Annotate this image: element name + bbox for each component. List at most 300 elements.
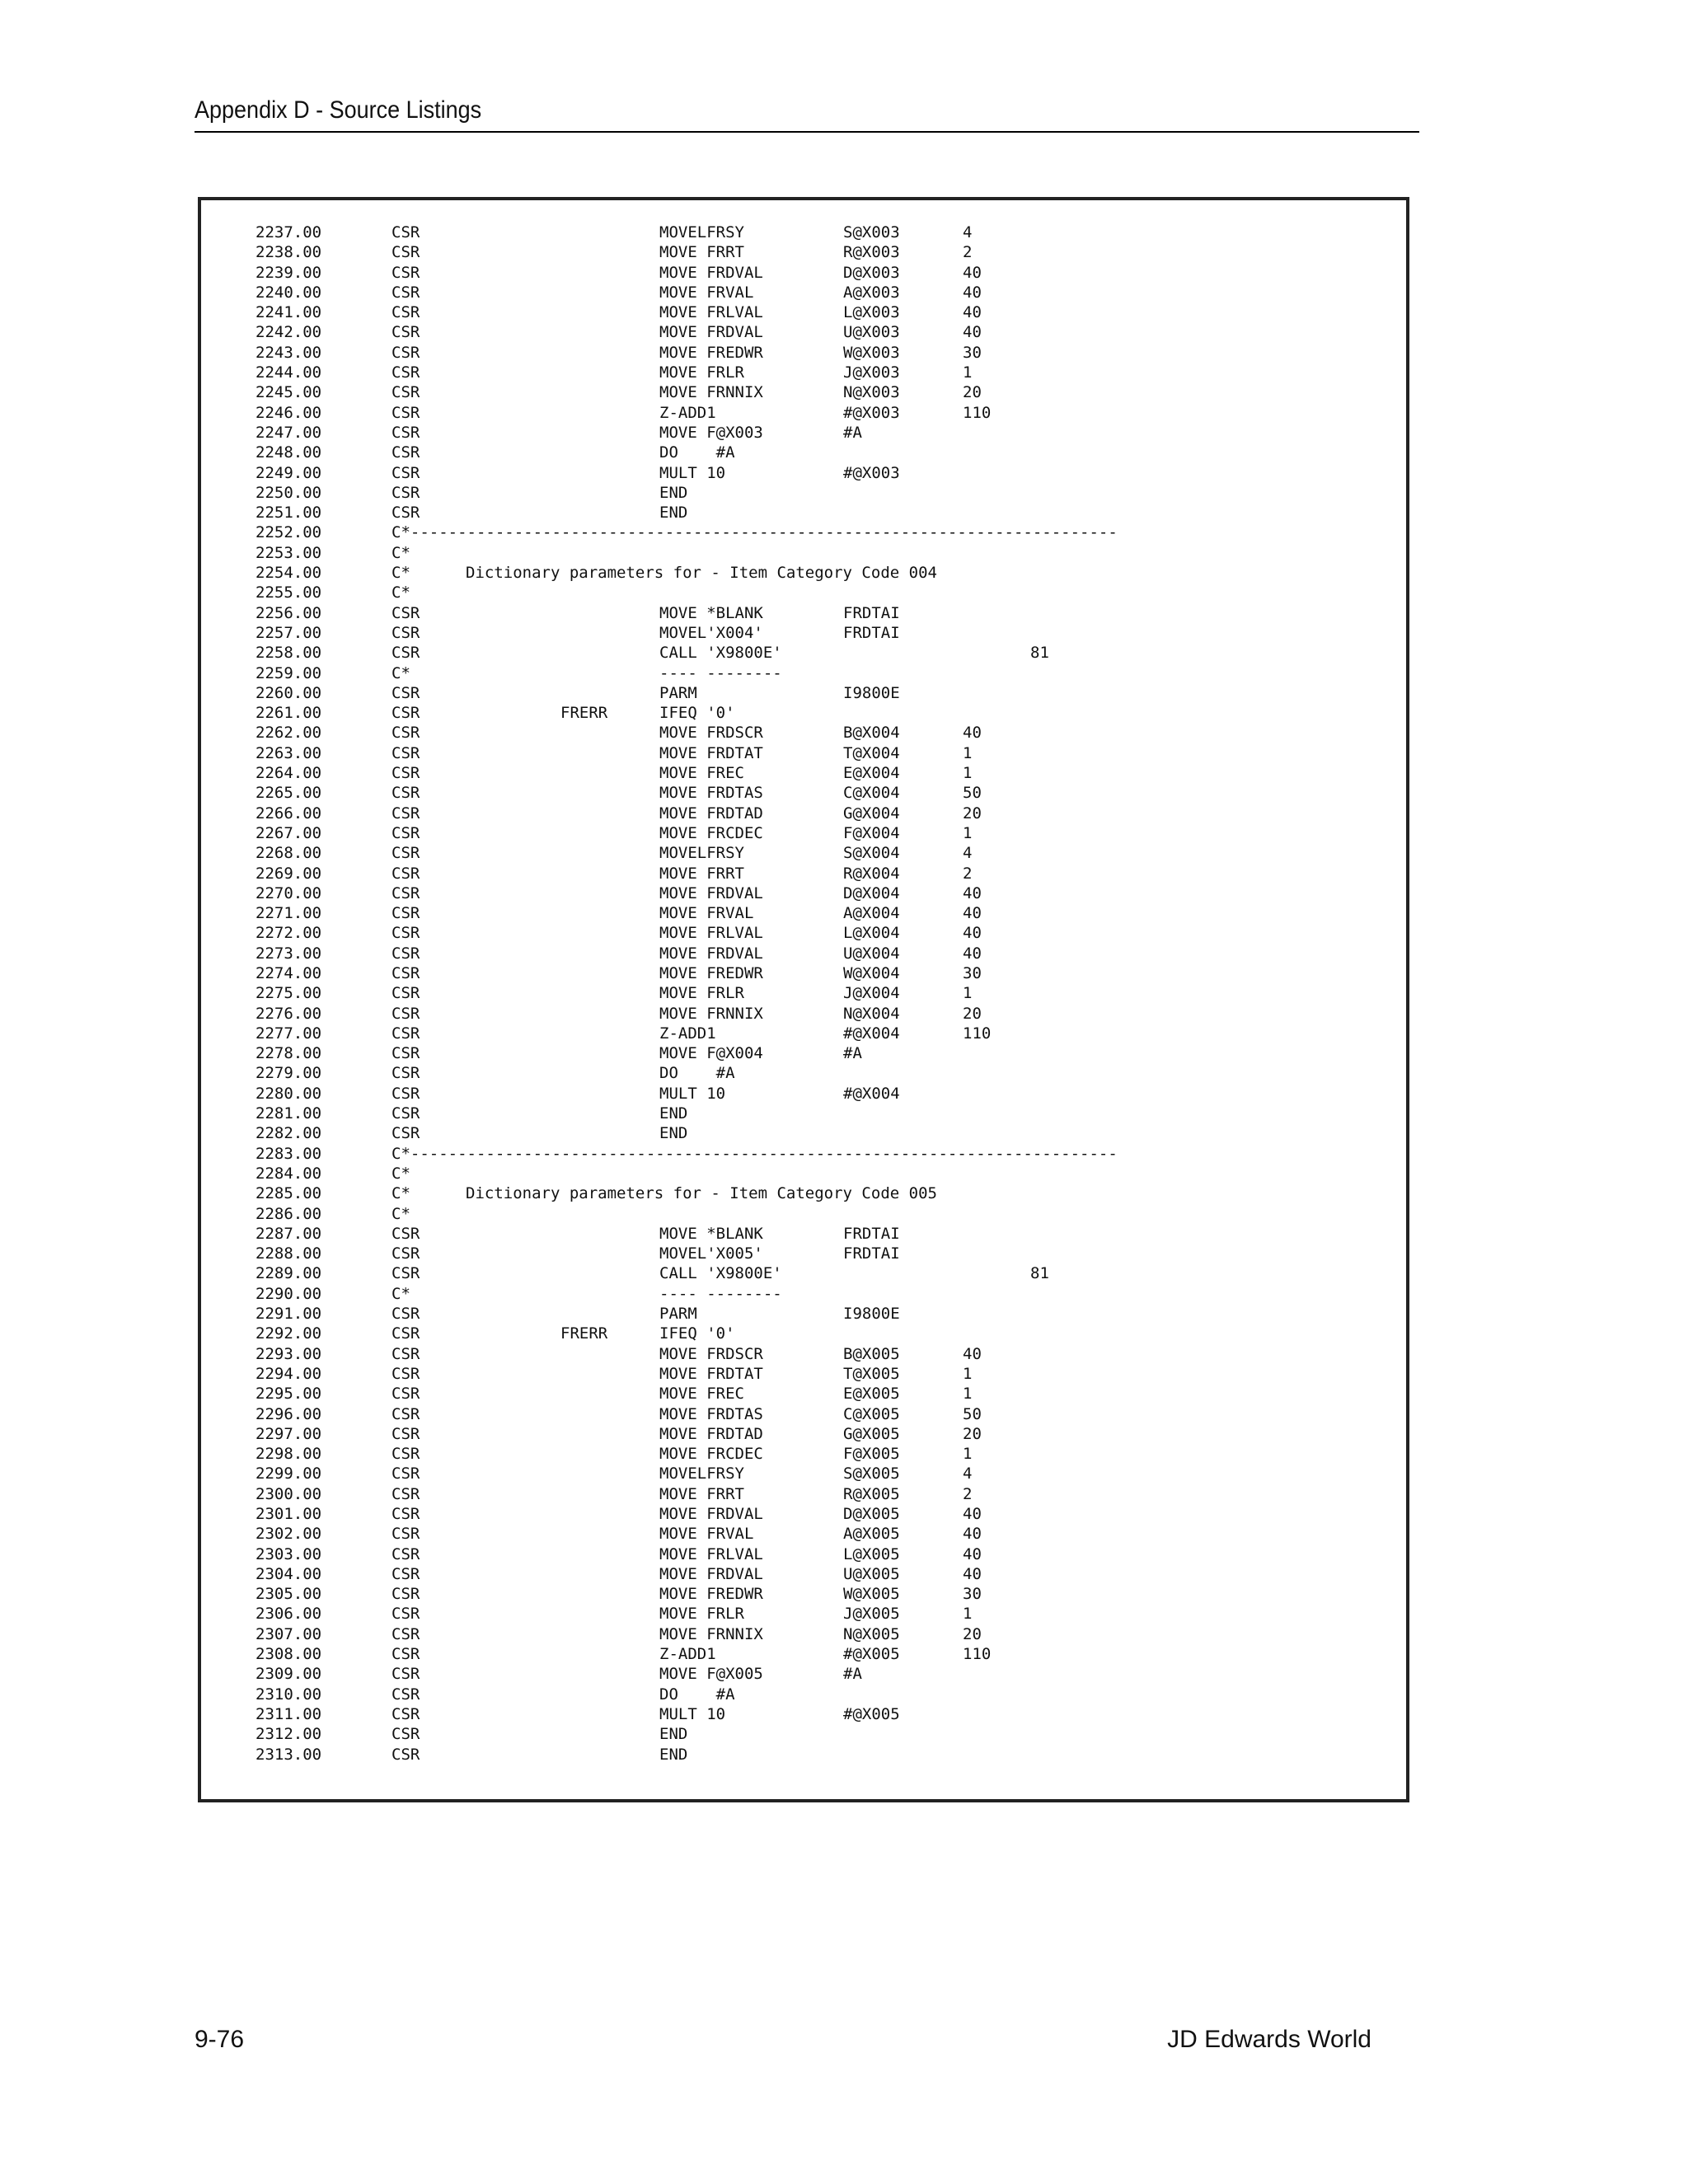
- line-result: L@X005: [843, 1544, 900, 1563]
- line-spec-type: CSR: [392, 1624, 420, 1643]
- line-length: 40: [963, 724, 982, 743]
- line-result: J@X004: [843, 984, 900, 1003]
- line-sequence: 2256.00: [256, 603, 322, 622]
- line-result: W@X004: [843, 963, 900, 982]
- line-spec-type: CSR: [392, 504, 420, 523]
- line-spec-type: C*: [392, 1204, 410, 1223]
- line-sequence: 2240.00: [256, 283, 322, 302]
- line-operation: MOVE FREDWR: [659, 1585, 763, 1604]
- line-result: #@X005: [843, 1704, 900, 1723]
- line-result: N@X003: [843, 383, 900, 402]
- line-spec-type: CSR: [392, 784, 420, 803]
- line-length: 40: [963, 1564, 982, 1583]
- line-operation: MOVE FREDWR: [659, 963, 763, 982]
- line-length: 40: [963, 944, 982, 963]
- line-sequence: 2245.00: [256, 383, 322, 402]
- line-operation: MOVE FRLR: [659, 1605, 744, 1624]
- line-sequence: 2299.00: [256, 1465, 322, 1483]
- line-sequence: 2244.00: [256, 363, 322, 382]
- line-operation: MOVE *BLANK: [659, 1224, 763, 1243]
- line-length: 1: [963, 743, 973, 762]
- line-result: F@X004: [843, 823, 900, 842]
- line-result: B@X004: [843, 724, 900, 743]
- line-result: #@X003: [843, 403, 900, 422]
- line-sequence: 2287.00: [256, 1224, 322, 1243]
- line-result: #@X004: [843, 1024, 900, 1043]
- line-result: N@X005: [843, 1624, 900, 1643]
- line-result: I9800E: [843, 1305, 900, 1324]
- line-spec-type: C*: [392, 543, 410, 562]
- line-sequence: 2248.00: [256, 443, 322, 462]
- line-result: S@X003: [843, 223, 900, 241]
- line-spec-type: C*: [392, 1184, 410, 1203]
- line-sequence: 2285.00: [256, 1184, 322, 1203]
- line-length: 1: [963, 1605, 973, 1624]
- line-result: C@X005: [843, 1404, 900, 1423]
- line-operation: CALL 'X9800E': [659, 1264, 782, 1283]
- line-length: 20: [963, 804, 982, 823]
- line-operation: MOVE FRDTAS: [659, 1404, 763, 1423]
- line-sequence: 2281.00: [256, 1104, 322, 1123]
- line-spec-type: C*---------------------------------------------------------------------------: [392, 523, 1118, 542]
- line-sequence: 2302.00: [256, 1525, 322, 1544]
- line-spec-type: CSR: [392, 243, 420, 262]
- line-spec-type: CSR: [392, 1385, 420, 1404]
- line-sequence: 2293.00: [256, 1344, 322, 1363]
- line-spec-type: CSR: [392, 1344, 420, 1363]
- line-spec-type: CSR: [392, 603, 420, 622]
- line-sequence: 2286.00: [256, 1204, 322, 1223]
- line-operation: END: [659, 1104, 688, 1123]
- line-sequence: 2294.00: [256, 1364, 322, 1383]
- line-length: 30: [963, 1585, 982, 1604]
- line-operation: MOVE *BLANK: [659, 603, 763, 622]
- line-operation: END: [659, 483, 688, 502]
- line-spec-type: CSR: [392, 1585, 420, 1604]
- line-result: E@X005: [843, 1385, 900, 1404]
- line-sequence: 2284.00: [256, 1164, 322, 1183]
- line-indicator-hi: 81: [1030, 644, 1049, 663]
- line-spec-type: CSR: [392, 1124, 420, 1143]
- line-spec-type: CSR: [392, 1024, 420, 1043]
- line-length: 40: [963, 904, 982, 923]
- line-spec-type: CSR: [392, 1605, 420, 1624]
- line-result: W@X003: [843, 343, 900, 362]
- line-length: 30: [963, 343, 982, 362]
- line-indicator: FRERR: [560, 1324, 608, 1343]
- line-comment: Dictionary parameters for - Item Category Code 004: [466, 564, 937, 583]
- line-length: 40: [963, 1544, 982, 1563]
- line-sequence: 2237.00: [256, 223, 322, 241]
- line-result: #A: [843, 1665, 862, 1684]
- line-spec-type: CSR: [392, 1525, 420, 1544]
- line-length: 40: [963, 1505, 982, 1523]
- line-sequence: 2262.00: [256, 724, 322, 743]
- line-result: S@X004: [843, 844, 900, 863]
- line-operation: MULT 10: [659, 1704, 726, 1723]
- line-spec-type: CSR: [392, 383, 420, 402]
- line-sequence: 2265.00: [256, 784, 322, 803]
- line-operation: MOVE FRDVAL: [659, 1505, 763, 1523]
- line-sequence: 2300.00: [256, 1484, 322, 1503]
- line-operation: MOVEL'X004': [659, 623, 763, 642]
- line-length: 110: [963, 1024, 992, 1043]
- line-length: 4: [963, 223, 973, 241]
- line-operation: PARM: [659, 1305, 697, 1324]
- line-operation: MOVE F@X003: [659, 423, 763, 442]
- line-spec-type: CSR: [392, 1064, 420, 1083]
- line-spec-type: CSR: [392, 924, 420, 943]
- line-operation: MOVE FRRT: [659, 864, 744, 883]
- line-result: I9800E: [843, 683, 900, 702]
- page-number: 9-76: [195, 2026, 245, 2053]
- line-result: J@X005: [843, 1605, 900, 1624]
- line-sequence: 2242.00: [256, 323, 322, 342]
- line-spec-type: CSR: [392, 1305, 420, 1324]
- line-spec-type: CSR: [392, 904, 420, 923]
- line-length: 1: [963, 363, 973, 382]
- line-length: 20: [963, 1424, 982, 1443]
- line-sequence: 2263.00: [256, 743, 322, 762]
- line-spec-type: CSR: [392, 283, 420, 302]
- line-sequence: 2272.00: [256, 924, 322, 943]
- line-sequence: 2260.00: [256, 683, 322, 702]
- line-length: 110: [963, 403, 992, 422]
- header-rule: [195, 131, 1419, 133]
- line-sequence: 2313.00: [256, 1745, 322, 1764]
- line-sequence: 2306.00: [256, 1605, 322, 1624]
- line-sequence: 2243.00: [256, 343, 322, 362]
- line-sequence: 2259.00: [256, 663, 322, 682]
- line-operation: Z-ADD1: [659, 1645, 716, 1664]
- line-operation: MOVE FRCDEC: [659, 1445, 763, 1464]
- line-length: 2: [963, 1484, 973, 1503]
- line-sequence: 2305.00: [256, 1585, 322, 1604]
- line-sequence: 2267.00: [256, 823, 322, 842]
- line-operation: MOVE FRRT: [659, 243, 744, 262]
- line-sequence: 2261.00: [256, 704, 322, 723]
- line-spec-type: CSR: [392, 223, 420, 241]
- line-spec-type: CSR: [392, 1484, 420, 1503]
- line-sequence: 2301.00: [256, 1505, 322, 1523]
- source-listing-box: [198, 197, 1409, 1802]
- line-spec-type: CSR: [392, 1004, 420, 1023]
- line-length: 1: [963, 1445, 973, 1464]
- line-result: R@X003: [843, 243, 900, 262]
- line-sequence: 2289.00: [256, 1264, 322, 1283]
- line-operation: MOVE FRRT: [659, 1484, 744, 1503]
- line-sequence: 2238.00: [256, 243, 322, 262]
- line-spec-type: CSR: [392, 644, 420, 663]
- line-spec-type: CSR: [392, 343, 420, 362]
- line-operation: IFEQ '0': [659, 1324, 735, 1343]
- line-operation: MOVE FRDSCR: [659, 1344, 763, 1363]
- line-operation: MOVE FRLVAL: [659, 924, 763, 943]
- line-length: 1: [963, 1364, 973, 1383]
- line-operation: MOVE FRNNIX: [659, 1004, 763, 1023]
- line-length: 110: [963, 1645, 992, 1664]
- line-sequence: 2250.00: [256, 483, 322, 502]
- line-sequence: 2288.00: [256, 1244, 322, 1263]
- line-operation: MOVE FRNNIX: [659, 383, 763, 402]
- line-length: 1: [963, 823, 973, 842]
- line-result: U@X003: [843, 323, 900, 342]
- line-sequence: 2279.00: [256, 1064, 322, 1083]
- line-spec-type: CSR: [392, 1725, 420, 1744]
- line-sequence: 2296.00: [256, 1404, 322, 1423]
- line-result: D@X004: [843, 883, 900, 902]
- line-spec-type: C*: [392, 1164, 410, 1183]
- line-result: A@X004: [843, 904, 900, 923]
- line-result: #A: [843, 423, 862, 442]
- line-sequence: 2239.00: [256, 263, 322, 282]
- line-operation: MOVE FRLR: [659, 363, 744, 382]
- line-sequence: 2268.00: [256, 844, 322, 863]
- line-length: 40: [963, 883, 982, 902]
- line-result: FRDTAI: [843, 1244, 900, 1263]
- line-operation: MOVE FRDVAL: [659, 883, 763, 902]
- line-spec-type: CSR: [392, 1084, 420, 1103]
- line-operation: MOVE FRDTAD: [659, 804, 763, 823]
- line-spec-type: CSR: [392, 443, 420, 462]
- line-length: 4: [963, 844, 973, 863]
- line-length: 40: [963, 1525, 982, 1544]
- line-spec-type: CSR: [392, 883, 420, 902]
- line-sequence: 2298.00: [256, 1445, 322, 1464]
- line-sequence: 2258.00: [256, 644, 322, 663]
- line-result: F@X005: [843, 1445, 900, 1464]
- line-operation: MOVE FREC: [659, 764, 744, 783]
- line-operation: MOVE FRLVAL: [659, 1544, 763, 1563]
- line-result: U@X005: [843, 1564, 900, 1583]
- line-spec-type: CSR: [392, 1364, 420, 1383]
- line-operation: MOVE FRDTAT: [659, 743, 763, 762]
- line-operation: MOVE FRDTAD: [659, 1424, 763, 1443]
- line-result: N@X004: [843, 1004, 900, 1023]
- line-sequence: 2249.00: [256, 463, 322, 482]
- line-spec-type: CSR: [392, 1104, 420, 1123]
- line-result: J@X003: [843, 363, 900, 382]
- line-sequence: 2254.00: [256, 564, 322, 583]
- line-spec-type: CSR: [392, 303, 420, 322]
- line-length: 2: [963, 864, 973, 883]
- line-length: 2: [963, 243, 973, 262]
- line-sequence: 2253.00: [256, 543, 322, 562]
- line-operation: MOVE FRDVAL: [659, 1564, 763, 1583]
- line-spec-type: CSR: [392, 1424, 420, 1443]
- line-sequence: 2304.00: [256, 1564, 322, 1583]
- line-sequence: 2309.00: [256, 1665, 322, 1684]
- line-result: U@X004: [843, 944, 900, 963]
- line-sequence: 2266.00: [256, 804, 322, 823]
- line-operation: MOVE FREC: [659, 1385, 744, 1404]
- line-length: 50: [963, 784, 982, 803]
- line-result: B@X005: [843, 1344, 900, 1363]
- line-spec-type: CSR: [392, 804, 420, 823]
- line-sequence: 2273.00: [256, 944, 322, 963]
- line-spec-type: CSR: [392, 1224, 420, 1243]
- line-sequence: 2278.00: [256, 1044, 322, 1063]
- line-operation: MOVE FRVAL: [659, 283, 754, 302]
- line-spec-type: CSR: [392, 1704, 420, 1723]
- line-length: 40: [963, 283, 982, 302]
- line-spec-type: CSR: [392, 423, 420, 442]
- line-spec-type: CSR: [392, 1404, 420, 1423]
- line-sequence: 2282.00: [256, 1124, 322, 1143]
- line-spec-type: CSR: [392, 823, 420, 842]
- line-operation: MULT 10: [659, 463, 726, 482]
- line-length: 40: [963, 263, 982, 282]
- line-result: G@X004: [843, 804, 900, 823]
- line-operation: END: [659, 1745, 688, 1764]
- line-sequence: 2252.00: [256, 523, 322, 542]
- line-sequence: 2307.00: [256, 1624, 322, 1643]
- line-length: 40: [963, 303, 982, 322]
- line-result: W@X005: [843, 1585, 900, 1604]
- line-spec-type: CSR: [392, 1044, 420, 1063]
- line-sequence: 2303.00: [256, 1544, 322, 1563]
- line-operation: MOVE FRDTAS: [659, 784, 763, 803]
- line-result: C@X004: [843, 784, 900, 803]
- line-sequence: 2251.00: [256, 504, 322, 523]
- line-operation: END: [659, 1124, 688, 1143]
- product-name: JD Edwards World: [1167, 2026, 1372, 2053]
- line-spec-type: CSR: [392, 263, 420, 282]
- line-spec-type: CSR: [392, 403, 420, 422]
- line-result: D@X005: [843, 1505, 900, 1523]
- line-result: #A: [843, 1044, 862, 1063]
- line-result: T@X005: [843, 1364, 900, 1383]
- line-sequence: 2308.00: [256, 1645, 322, 1664]
- line-spec-type: C*: [392, 564, 410, 583]
- line-spec-type: C*: [392, 583, 410, 602]
- line-spec-type: CSR: [392, 1445, 420, 1464]
- line-result: A@X005: [843, 1525, 900, 1544]
- line-operation: MOVE F@X004: [659, 1044, 763, 1063]
- line-spec-type: CSR: [392, 1645, 420, 1664]
- line-result: D@X003: [843, 263, 900, 282]
- line-length: 1: [963, 1385, 973, 1404]
- line-sequence: 2277.00: [256, 1024, 322, 1043]
- line-spec-type: CSR: [392, 1564, 420, 1583]
- line-spec-type: CSR: [392, 363, 420, 382]
- line-spec-type: CSR: [392, 1745, 420, 1764]
- line-spec-type: CSR: [392, 844, 420, 863]
- line-sequence: 2290.00: [256, 1284, 322, 1303]
- line-sequence: 2275.00: [256, 984, 322, 1003]
- line-operation: CALL 'X9800E': [659, 644, 782, 663]
- line-sequence: 2283.00: [256, 1144, 322, 1163]
- line-indicator-hi: 81: [1030, 1264, 1049, 1283]
- line-length: 40: [963, 1344, 982, 1363]
- line-operation: MOVEL'X005': [659, 1244, 763, 1263]
- line-sequence: 2295.00: [256, 1385, 322, 1404]
- line-result: FRDTAI: [843, 1224, 900, 1243]
- line-spec-type: CSR: [392, 1264, 420, 1283]
- line-operation: MOVELFRSY: [659, 844, 744, 863]
- line-sequence: 2297.00: [256, 1424, 322, 1443]
- line-sequence: 2276.00: [256, 1004, 322, 1023]
- line-spec-type: CSR: [392, 623, 420, 642]
- line-spec-type: CSR: [392, 483, 420, 502]
- line-result: L@X004: [843, 924, 900, 943]
- line-sequence: 2271.00: [256, 904, 322, 923]
- line-length: 50: [963, 1404, 982, 1423]
- line-sequence: 2264.00: [256, 764, 322, 783]
- line-operation: MOVELFRSY: [659, 1465, 744, 1483]
- line-sequence: 2246.00: [256, 403, 322, 422]
- line-operation: MOVE FRCDEC: [659, 823, 763, 842]
- line-length: 4: [963, 1465, 973, 1483]
- line-spec-type: CSR: [392, 1324, 420, 1343]
- page-header-title: Appendix D - Source Listings: [195, 96, 482, 124]
- line-result: #@X004: [843, 1084, 900, 1103]
- line-sequence: 2312.00: [256, 1725, 322, 1744]
- line-spec-type: CSR: [392, 764, 420, 783]
- line-sequence: 2292.00: [256, 1324, 322, 1343]
- line-sequence: 2274.00: [256, 963, 322, 982]
- line-operation: END: [659, 1725, 688, 1744]
- line-operation: MOVE FRDSCR: [659, 724, 763, 743]
- line-sequence: 2255.00: [256, 583, 322, 602]
- line-result: R@X005: [843, 1484, 900, 1503]
- line-sequence: 2310.00: [256, 1685, 322, 1704]
- line-sequence: 2257.00: [256, 623, 322, 642]
- line-spec-type: CSR: [392, 1505, 420, 1523]
- line-result: FRDTAI: [843, 623, 900, 642]
- line-operation: MOVE FRVAL: [659, 904, 754, 923]
- line-length: 20: [963, 1004, 982, 1023]
- line-sequence: 2291.00: [256, 1305, 322, 1324]
- line-spec-type: C*---------------------------------------------------------------------------: [392, 1144, 1118, 1163]
- line-operation: MOVE FRVAL: [659, 1525, 754, 1544]
- line-spec-type: CSR: [392, 704, 420, 723]
- line-spec-type: CSR: [392, 724, 420, 743]
- line-operation: MOVE FRDVAL: [659, 323, 763, 342]
- line-sequence: 2241.00: [256, 303, 322, 322]
- line-spec-type: CSR: [392, 683, 420, 702]
- line-operation: DO #A: [659, 1685, 735, 1704]
- line-operation: Z-ADD1: [659, 1024, 716, 1043]
- line-result: E@X004: [843, 764, 900, 783]
- line-length: 40: [963, 924, 982, 943]
- line-result: G@X005: [843, 1424, 900, 1443]
- line-operation: MOVE FRDVAL: [659, 944, 763, 963]
- line-spec-type: CSR: [392, 1544, 420, 1563]
- line-spec-type: CSR: [392, 1665, 420, 1684]
- line-spec-type: CSR: [392, 1685, 420, 1704]
- line-operation: Z-ADD1: [659, 403, 716, 422]
- line-result: S@X005: [843, 1465, 900, 1483]
- line-result: T@X004: [843, 743, 900, 762]
- line-length: 20: [963, 1624, 982, 1643]
- line-spec-type: CSR: [392, 864, 420, 883]
- line-indicator: FRERR: [560, 704, 608, 723]
- line-result: #@X003: [843, 463, 900, 482]
- line-spec-type: C*: [392, 663, 410, 682]
- line-length: 1: [963, 764, 973, 783]
- line-sequence: 2311.00: [256, 1704, 322, 1723]
- line-operation: MOVELFRSY: [659, 223, 744, 241]
- line-operation: IFEQ '0': [659, 704, 735, 723]
- line-spec-type: CSR: [392, 323, 420, 342]
- line-comment: Dictionary parameters for - Item Category Code 005: [466, 1184, 937, 1203]
- line-operation: MOVE FRNNIX: [659, 1624, 763, 1643]
- line-sequence: 2280.00: [256, 1084, 322, 1103]
- line-operation: DO #A: [659, 443, 735, 462]
- line-operation: MOVE FRLVAL: [659, 303, 763, 322]
- line-length: 1: [963, 984, 973, 1003]
